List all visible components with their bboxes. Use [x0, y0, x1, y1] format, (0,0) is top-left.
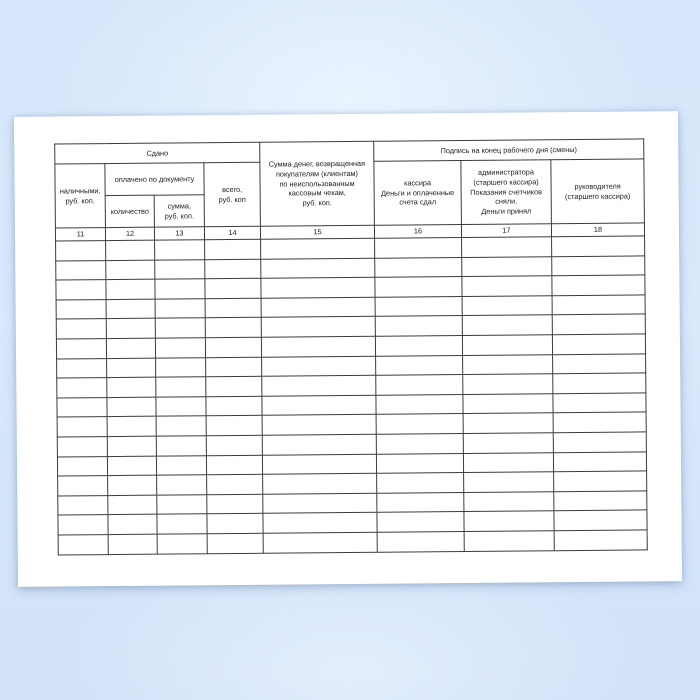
- empty-cell: [205, 239, 261, 259]
- empty-cell: [463, 393, 553, 413]
- empty-cell: [262, 415, 376, 436]
- empty-cell: [106, 299, 155, 319]
- empty-cell: [463, 413, 553, 433]
- empty-cell: [108, 514, 157, 534]
- column-number: 14: [204, 226, 260, 239]
- empty-cell: [263, 532, 377, 553]
- empty-cell: [554, 491, 647, 511]
- empty-cell: [56, 339, 106, 359]
- empty-cell: [553, 393, 646, 413]
- empty-cell: [156, 436, 206, 456]
- paper-sheet: [14, 111, 682, 587]
- empty-cell: [107, 456, 156, 476]
- empty-cell: [108, 495, 157, 515]
- empty-cell: [155, 338, 205, 358]
- empty-cell: [205, 318, 261, 338]
- empty-cell: [261, 297, 375, 318]
- empty-cell: [375, 277, 462, 297]
- empty-cell: [157, 475, 207, 495]
- empty-cell: [463, 374, 553, 394]
- empty-cell: [157, 534, 207, 554]
- column-number: 12: [105, 227, 154, 240]
- empty-cell: [553, 451, 646, 471]
- empty-cell: [375, 296, 462, 316]
- empty-cell: [464, 511, 554, 531]
- empty-cell: [156, 455, 206, 475]
- empty-cell: [206, 357, 262, 377]
- empty-cell: [206, 435, 262, 455]
- empty-cell: [376, 375, 463, 395]
- empty-cell: [107, 358, 156, 378]
- empty-cell: [57, 397, 107, 417]
- header-nalichnymi: наличными, руб. коп.: [55, 164, 106, 228]
- empty-cell: [554, 530, 647, 550]
- empty-cell: [107, 377, 156, 397]
- empty-cell: [376, 355, 463, 375]
- empty-cell: [463, 452, 553, 472]
- empty-cell: [553, 353, 646, 373]
- header-podpis: Подпись на конец рабочего дня (смены): [374, 139, 644, 161]
- empty-cell: [106, 319, 155, 339]
- empty-cell: [552, 334, 645, 354]
- empty-cell: [106, 260, 155, 280]
- empty-cell: [155, 299, 205, 319]
- empty-cell: [377, 473, 464, 493]
- empty-cell: [207, 474, 263, 494]
- empty-cell: [58, 476, 108, 496]
- empty-cell: [462, 237, 552, 257]
- empty-cell: [106, 240, 155, 260]
- empty-cell: [376, 433, 463, 453]
- empty-cell: [377, 531, 464, 551]
- empty-cell: [205, 278, 261, 298]
- header-vsego: всего, руб. коп: [204, 162, 261, 226]
- empty-cell: [206, 396, 262, 416]
- empty-cell: [553, 373, 646, 393]
- empty-cell: [262, 434, 376, 455]
- cashier-journal-table: [54, 138, 648, 555]
- empty-cell: [262, 356, 376, 377]
- empty-cell: [377, 512, 464, 532]
- empty-cell: [261, 258, 375, 279]
- empty-cell: [463, 433, 553, 453]
- column-number: 15: [260, 225, 374, 239]
- empty-cell: [262, 454, 376, 475]
- empty-cell: [58, 515, 108, 535]
- empty-cell: [155, 259, 205, 279]
- empty-cell: [155, 279, 205, 299]
- empty-cell: [155, 240, 205, 260]
- empty-cell: [261, 317, 375, 338]
- header-oplacheno: оплачено по документу: [105, 163, 204, 196]
- empty-cell: [464, 472, 554, 492]
- empty-cell: [206, 416, 262, 436]
- empty-cell: [263, 513, 377, 534]
- empty-cell: [553, 412, 646, 432]
- table-row: [58, 530, 647, 555]
- empty-cell: [375, 238, 462, 258]
- empty-cell: [56, 260, 106, 280]
- empty-cell: [376, 453, 463, 473]
- empty-cell: [462, 335, 552, 355]
- column-number: 17: [461, 224, 551, 238]
- header-kolichestvo: количество: [105, 195, 154, 227]
- empty-cell: [57, 417, 107, 437]
- empty-cell: [552, 236, 645, 256]
- column-number: 11: [55, 228, 105, 241]
- empty-cell: [552, 314, 645, 334]
- empty-cell: [207, 514, 263, 534]
- empty-cell: [57, 456, 107, 476]
- empty-cell: [206, 376, 262, 396]
- empty-cell: [156, 357, 206, 377]
- empty-cell: [552, 256, 645, 276]
- empty-cell: [263, 493, 377, 514]
- empty-cell: [205, 337, 261, 357]
- empty-cell: [261, 336, 375, 357]
- empty-cell: [206, 455, 262, 475]
- empty-cell: [155, 318, 205, 338]
- header-administratora: администратора (старшего кассира) Показания счетчиков сняли. Деньги принял: [461, 160, 552, 225]
- empty-cell: [56, 280, 106, 300]
- empty-cell: [375, 335, 462, 355]
- empty-cell: [552, 295, 645, 315]
- column-number: 13: [154, 227, 204, 240]
- empty-cell: [464, 491, 554, 511]
- empty-cell: [262, 375, 376, 396]
- empty-cell: [56, 241, 106, 261]
- empty-cell: [57, 358, 107, 378]
- empty-cell: [107, 397, 156, 417]
- empty-cell: [554, 510, 647, 530]
- empty-cell: [376, 394, 463, 414]
- empty-cell: [462, 315, 552, 335]
- empty-cell: [261, 238, 375, 259]
- header-kassira: кассира Деньги и оплаченные счета сдал: [374, 161, 462, 226]
- header-summa-deneg: Сумма денег, возвращенная покупателям (клиентам) по неиспользованным кассовым чекам, руб. коп.: [260, 141, 375, 226]
- empty-cell: [375, 257, 462, 277]
- empty-cell: [156, 416, 206, 436]
- empty-cell: [462, 295, 552, 315]
- empty-cell: [554, 471, 647, 491]
- empty-cell: [462, 276, 552, 296]
- empty-cell: [262, 395, 376, 416]
- empty-cell: [464, 531, 554, 551]
- empty-cell: [205, 259, 261, 279]
- empty-cell: [205, 298, 261, 318]
- empty-cell: [462, 256, 552, 276]
- empty-cell: [58, 535, 108, 555]
- empty-cell: [207, 533, 263, 553]
- empty-cell: [261, 277, 375, 298]
- empty-cell: [106, 279, 155, 299]
- empty-cell: [157, 494, 207, 514]
- empty-cell: [107, 436, 156, 456]
- empty-cell: [56, 299, 106, 319]
- empty-cell: [58, 495, 108, 515]
- column-number: 18: [551, 223, 644, 237]
- empty-cell: [263, 473, 377, 494]
- header-summa: сумма, руб. коп.: [154, 195, 204, 227]
- empty-cell: [156, 396, 206, 416]
- empty-cell: [57, 437, 107, 457]
- header-sdano: Сдано: [55, 142, 260, 164]
- empty-cell: [553, 432, 646, 452]
- empty-cell: [377, 492, 464, 512]
- empty-cell: [376, 414, 463, 434]
- header-rukovoditelya: руководителя (старшего кассира): [551, 159, 645, 224]
- column-number: 16: [374, 225, 461, 239]
- empty-cell: [108, 475, 157, 495]
- empty-cell: [157, 514, 207, 534]
- empty-cell: [463, 354, 553, 374]
- empty-cell: [552, 275, 645, 295]
- empty-cell: [108, 534, 157, 554]
- empty-cell: [57, 378, 107, 398]
- empty-cell: [156, 377, 206, 397]
- empty-cell: [207, 494, 263, 514]
- empty-cell: [107, 417, 156, 437]
- empty-cell: [106, 338, 155, 358]
- empty-cell: [375, 316, 462, 336]
- empty-cell: [56, 319, 106, 339]
